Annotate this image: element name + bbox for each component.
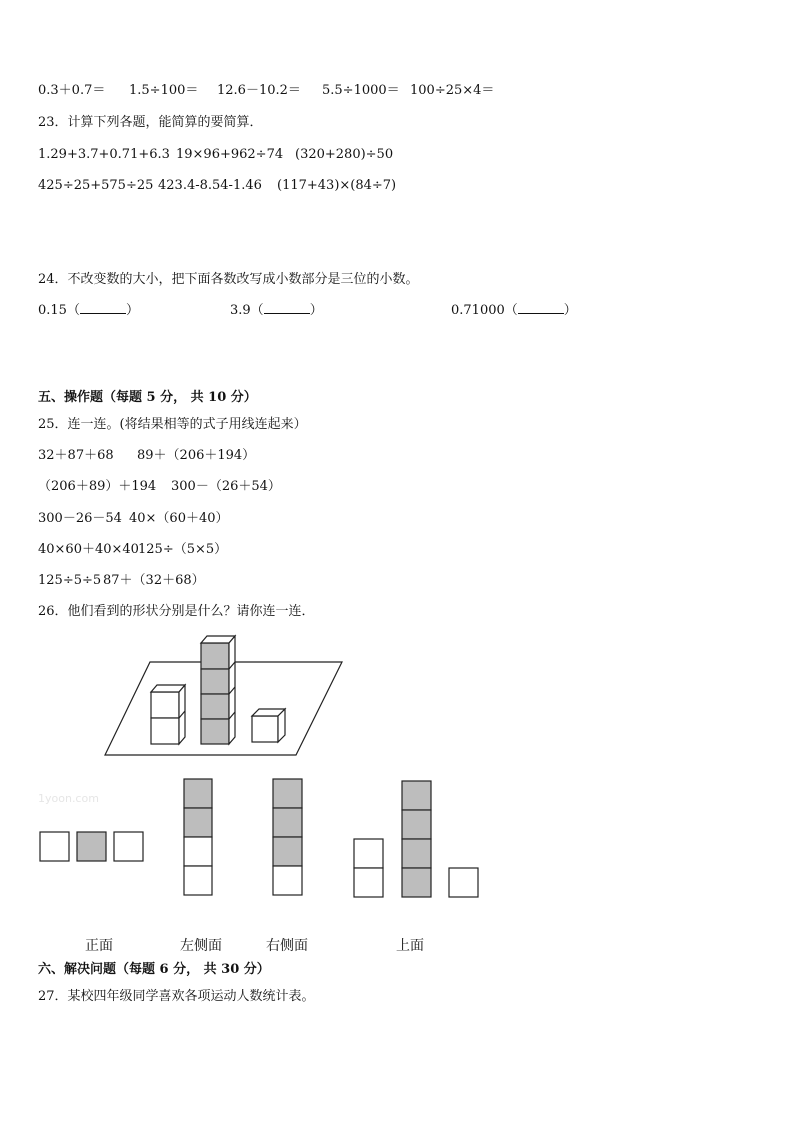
- single-cube: [252, 709, 285, 742]
- q25-right-1: 89＋（206＋194）: [137, 448, 256, 463]
- q25-right-3: 40×（60＋40）: [129, 511, 229, 526]
- q24-paren: ）: [125, 303, 139, 318]
- view-option-row[interactable]: [40, 832, 143, 861]
- view-option-front[interactable]: [354, 781, 478, 897]
- calc-item-1: 0.3＋0.7＝: [38, 83, 106, 98]
- label-front[interactable]: 正面: [85, 938, 113, 954]
- q27-title: 27．某校四年级同学喜欢各项运动人数统计表。: [38, 989, 315, 1004]
- cube-face: [402, 810, 431, 839]
- q24-number: 3.9（: [230, 303, 264, 318]
- view-option-column-b[interactable]: [273, 779, 302, 895]
- q25-left-2: （206＋89）＋194: [38, 479, 157, 494]
- q24-title: 24．不改变数的大小，把下面各数改写成小数部分是三位的小数。: [38, 272, 419, 287]
- cube-face: [77, 832, 106, 861]
- q24-paren: ）: [309, 303, 323, 318]
- cube-face: [201, 694, 229, 719]
- calc-item-4: 5.5÷1000＝: [322, 83, 400, 98]
- cube-face: [184, 779, 212, 808]
- view-option-column-a[interactable]: [184, 779, 212, 895]
- q23-expr-3: (320+280)÷50: [295, 147, 394, 162]
- cube-face: [201, 669, 229, 694]
- cube-face: [402, 781, 431, 810]
- watermark: 1yoon.com: [38, 792, 99, 805]
- section-6-heading: 六、解决问题（每题 6 分， 共 30 分）: [38, 962, 270, 977]
- section-5-heading: 五、操作题（每题 5 分， 共 10 分）: [38, 390, 257, 405]
- calc-item-3: 12.6－10.2＝: [217, 83, 301, 98]
- q24-number: 0.15（: [38, 303, 80, 318]
- cube-face: [273, 808, 302, 837]
- cube-face: [402, 868, 431, 897]
- cube-face: [201, 719, 229, 744]
- q24-paren: ）: [563, 303, 577, 318]
- stack-four-cubes: [201, 636, 235, 744]
- q25-left-3: 300－26－54: [38, 511, 122, 526]
- q23-expr-2: 19×96+962÷74: [176, 147, 284, 162]
- q24-number: 0.71000（: [451, 303, 518, 318]
- q23-expr-4: 425÷25+575÷25: [38, 178, 154, 193]
- cube-face: [201, 643, 229, 669]
- calc-item-5: 100÷25×4＝: [410, 83, 495, 98]
- q25-title: 25．连一连。(将结果相等的式子用线连起来）: [38, 417, 307, 432]
- cube-face: [273, 779, 302, 808]
- q26-title: 26．他们看到的形状分别是什么？请你连一连．: [38, 604, 315, 619]
- q23-expr-1: 1.29+3.7+0.71+6.3: [38, 147, 170, 162]
- cube-face: [184, 808, 212, 837]
- q23-expr-6: (117+43)×(84÷7): [277, 178, 397, 193]
- q23-expr-5: 423.4-8.54-1.46: [158, 178, 262, 193]
- cube-face: [402, 839, 431, 868]
- q25-right-4: 125÷（5×5）: [138, 542, 228, 557]
- q25-right-2: 300－（26＋54）: [171, 479, 281, 494]
- label-left-side[interactable]: 左侧面: [180, 938, 222, 954]
- cube-face: [273, 837, 302, 866]
- stack-two-cubes: [151, 685, 185, 744]
- calc-item-2: 1.5÷100＝: [129, 83, 199, 98]
- q23-title: 23．计算下列各题，能简算的要简算．: [38, 115, 263, 130]
- q25-left-1: 32＋87＋68: [38, 448, 114, 463]
- q25-right-5: 87＋（32＋68）: [103, 573, 205, 588]
- label-right-side[interactable]: 右侧面: [266, 938, 308, 954]
- q25-left-4: 40×60＋40×40: [38, 542, 139, 557]
- q25-left-5: 125÷5÷5: [38, 573, 102, 588]
- label-top[interactable]: 上面: [396, 938, 424, 954]
